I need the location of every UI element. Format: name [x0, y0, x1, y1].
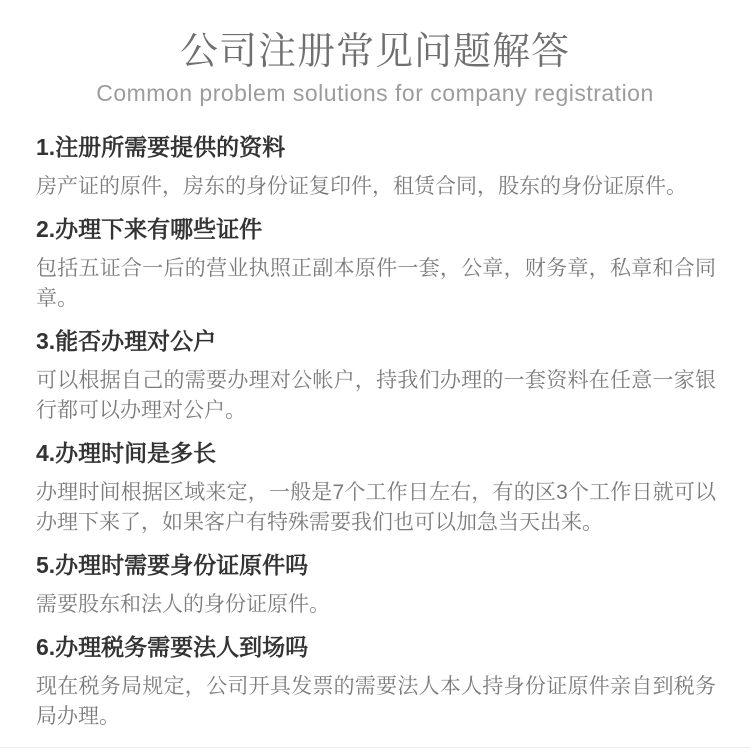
faq-list [0, 134, 750, 732]
faq-section-3 [36, 328, 716, 426]
faq-section-5 [36, 552, 716, 620]
answer-text: 包括五证合一后的营业执照正副本原件一套，公章，财务章，私章和合同章。 [36, 257, 716, 310]
answer-text: 现在税务局规定，公司开具发票的需要法人本人持身份证原件亲自到税务局办理。 [36, 675, 716, 728]
document-header [0, 30, 750, 108]
answer-text: 房产证的原件，房东的身份证复印件，租赁合同，股东的身份证原件。 [36, 175, 687, 198]
page-title: 公司注册常见问题解答 [179, 31, 570, 73]
answer-text: 可以根据自己的需要办理对公帐户，持我们办理的一套资料在任意一家银行都可以办理对公户。 [36, 369, 716, 422]
answer-text: 办理时间根据区域来定，一般是7个工作日左右，有的区3个工作日就可以办理下来了，如果客户有特殊需要我们也可以加急当天出来。 [36, 481, 716, 534]
faq-section-4 [36, 440, 716, 538]
question-heading: 6.办理税务需要法人到场吗 [36, 634, 309, 660]
question-heading: 1.注册所需要提供的资料 [36, 134, 286, 160]
question-heading: 3.能否办理对公户 [36, 328, 217, 354]
page-subtitle: Common problem solutions for company registration [96, 80, 654, 106]
faq-section-1 [36, 134, 716, 202]
faq-section-2 [36, 216, 716, 314]
question-heading: 2.办理下来有哪些证件 [36, 216, 263, 242]
answer-text: 需要股东和法人的身份证原件。 [36, 593, 330, 616]
faq-section-6 [36, 634, 716, 732]
question-heading: 5.办理时需要身份证原件吗 [36, 552, 309, 578]
question-heading: 4.办理时间是多长 [36, 440, 217, 466]
